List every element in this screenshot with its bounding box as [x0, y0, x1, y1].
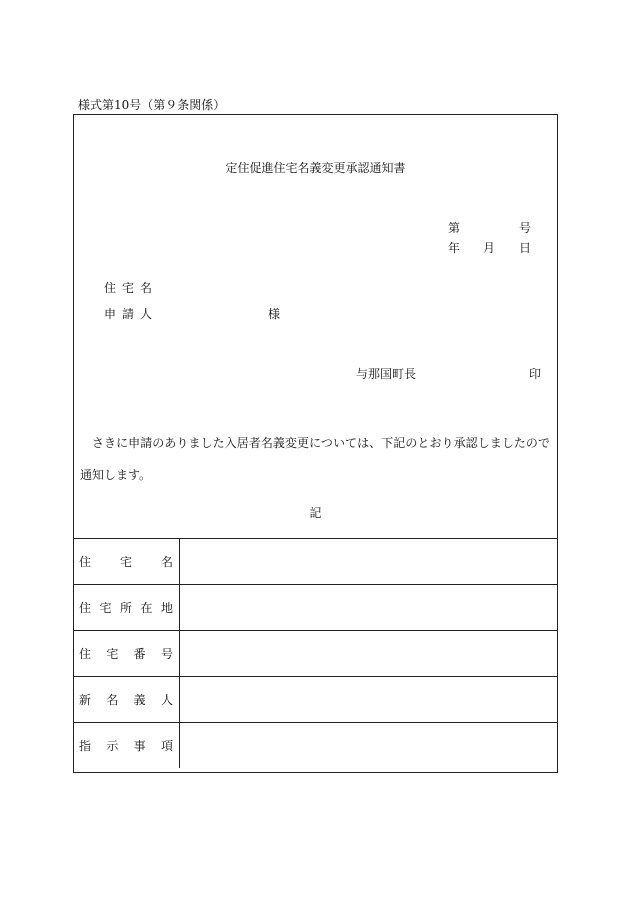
- row-label-housing-address: [74, 585, 180, 631]
- date-month-label: 月: [483, 241, 496, 255]
- table-row: [74, 539, 557, 585]
- row-value-instructions[interactable]: [180, 723, 558, 769]
- date-day-label: 日: [519, 241, 532, 255]
- row-label-housing-name: [74, 539, 180, 585]
- table-row: [74, 585, 557, 631]
- row-value-housing-address[interactable]: [180, 585, 558, 631]
- row-label-instructions: [74, 723, 180, 769]
- seal-mark: 印: [529, 367, 542, 381]
- number-suffix: 号: [519, 221, 532, 235]
- row-value-housing-number[interactable]: [180, 631, 558, 677]
- table-row: [74, 723, 557, 769]
- notice-body-text: さきに申請のありました入居者名義変更については、下記のとおり承認しましたので通知します。: [80, 436, 550, 482]
- row-value-new-holder[interactable]: [180, 677, 558, 723]
- form-frame: [73, 114, 558, 773]
- form-number-label: 様式第10号（第９条関係）: [78, 98, 226, 112]
- number-prefix: 第: [448, 221, 461, 235]
- row-label-housing-number: [74, 631, 180, 677]
- detail-table: [74, 538, 557, 768]
- honorific-sama: 様: [268, 307, 281, 321]
- ki-heading: 記: [309, 506, 322, 520]
- date-year-label: 年: [448, 241, 461, 255]
- issuer-mayor: 与那国町長: [356, 367, 417, 381]
- row-value-housing-name[interactable]: [180, 539, 558, 585]
- row-label-text: 指 示 事 項: [79, 739, 173, 753]
- row-label-text: 住 宅 所 在 地: [79, 601, 173, 615]
- addressee-housing-label: 住宅名: [104, 281, 159, 295]
- row-label-text: 新 名 義 人: [79, 693, 173, 707]
- table-row: [74, 631, 557, 677]
- row-label-text: 住 宅 番 号: [79, 647, 173, 661]
- table-row: [74, 677, 557, 723]
- document-title: 定住促進住宅名義変更承認通知書: [225, 161, 406, 175]
- addressee-applicant-label: 申請人: [104, 307, 159, 321]
- row-label-new-holder: [74, 677, 180, 723]
- row-label-text: 住 宅 名: [79, 555, 173, 569]
